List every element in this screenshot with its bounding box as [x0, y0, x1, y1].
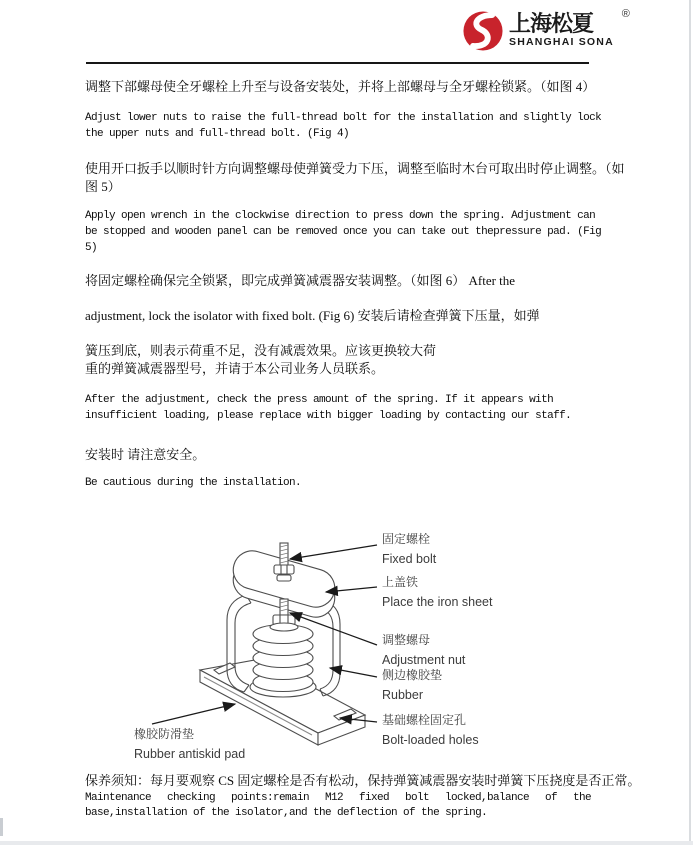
text-line: Be cautious during the installation. [85, 477, 302, 489]
label-zh: 调整螺母 [382, 633, 431, 647]
label-zh: 固定螺栓 [382, 532, 431, 546]
text-line: adjustment, lock the isolator with fixed bolt. (Fig 6) 安装后请检查弹簧下压量，如弹 [85, 308, 540, 323]
label-zh: 上盖铁 [382, 575, 419, 589]
paragraph-zh-adjust-nuts [85, 78, 596, 96]
text-line: 使用开口扳手以顺时针方向调整螺母使弹簧受力下压，调整至临时木台可取出时停止调整。（如 [85, 161, 625, 176]
arrow-rubber [330, 668, 377, 677]
label-en: Fixed bolt [382, 552, 437, 566]
label-zh: 侧边橡胶垫 [382, 668, 443, 682]
label-fixed-bolt [382, 532, 436, 567]
label-en: Rubber antiskid pad [134, 747, 246, 761]
maintenance-note-en [85, 791, 591, 821]
text-line: 重的弹簧减震器型号，并请于本公司业务人员联系。 [85, 361, 385, 376]
label-en: Place the iron sheet [382, 595, 493, 609]
paragraph-en-check-press [85, 392, 591, 424]
text-line: insufficient loading, please replace with bigger loading by contacting our staff. [85, 410, 572, 422]
maintenance-note-zh: 保养须知：每月要观察 CS 固定螺栓是否有松动，保持弹簧减震器安装时弹簧下压挠度是否正常。 [85, 773, 641, 788]
page-edge-bottom [0, 841, 693, 845]
maintenance-note [85, 772, 641, 821]
text-line: 将固定螺栓确保完全锁紧，即完成弹簧减震器安装调整。（如图 6） After the [85, 273, 516, 288]
label-zh: 橡胶防滑垫 [134, 727, 195, 741]
coil-spring [250, 625, 316, 698]
label-adjustment-nut [382, 633, 465, 668]
paragraph-zh-safety [85, 446, 591, 464]
isolator-diagram [0, 519, 693, 773]
text-line: Adjust lower nuts to raise the full-thread bolt for the installation and slightly lock [85, 112, 602, 124]
paragraph-lock-bolt-1 [85, 272, 591, 290]
paragraph-lock-bolt-3 [85, 342, 591, 378]
paragraph-lock-bolt-2 [85, 307, 591, 325]
text-line: 安装时 请注意安全。 [85, 447, 206, 462]
text-line: 5) [85, 242, 98, 254]
label-bolt-holes [382, 713, 479, 748]
text-line: 调整下部螺母使全牙螺栓上升至与设备安装处，并将上部螺母与全牙螺栓锁紧。（如图 4） [85, 79, 596, 94]
paragraph-en-adjust-nuts [85, 110, 602, 142]
text-line: base,installation of the isolator,and the deflection of the spring. [85, 807, 488, 819]
text-line: After the adjustment, check the press amount of the spring. If it appears with [85, 394, 554, 406]
text-line: the upper nuts and full-thread bolt. (Fig 4) [85, 128, 350, 140]
paragraph-en-open-wrench [85, 208, 602, 256]
paragraph-en-safety [85, 475, 591, 491]
paragraph-zh-open-wrench [85, 160, 625, 196]
label-en: Rubber [382, 688, 423, 702]
label-antiskid-pad [134, 727, 245, 762]
text-line: 簧压到底，则表示荷重不足，没有减震效果。应该更换较大荷 [85, 343, 437, 358]
instruction-text [85, 0, 625, 491]
brand-name-cn: 上海松夏 [509, 11, 594, 36]
text-line: Maintenance checking points:remain M12 fixed bolt locked,balance of the [85, 792, 591, 804]
registered-mark-icon: ® [621, 8, 630, 20]
label-rubber [382, 668, 442, 703]
label-en: Bolt-loaded holes [382, 733, 479, 747]
page-edge-right [689, 0, 691, 845]
text-line: 图 5） [85, 179, 121, 194]
brand-name-en: SHANGHAI SONA [509, 36, 614, 48]
page-edge-left [0, 818, 3, 836]
arrow-fixed-bolt [290, 545, 377, 559]
text-line: be stopped and wooden panel can be removed once you can take out thepressure pad. (Fig [85, 226, 602, 238]
label-zh: 基础螺栓固定孔 [382, 713, 467, 727]
text-line: Apply open wrench in the clockwise direction to press down the spring. Adjustment can [85, 210, 596, 222]
arrow-antiskid-pad [152, 704, 235, 724]
label-iron-sheet [382, 575, 493, 610]
label-en: Adjustment nut [382, 653, 466, 667]
